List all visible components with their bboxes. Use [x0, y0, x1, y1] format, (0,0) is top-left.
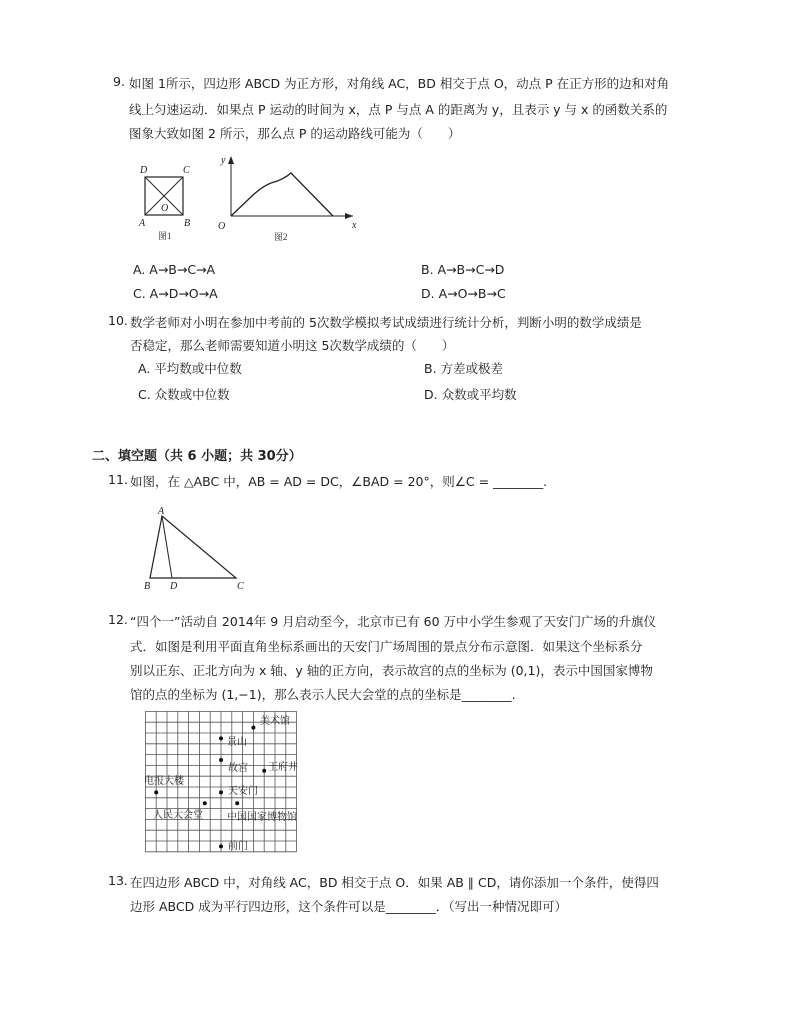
- question-number: 12.: [108, 612, 128, 627]
- figure-triangle: [140, 503, 255, 593]
- point-gugong: [219, 758, 223, 762]
- question-text-line: 如图，在 △ABC 中，AB = AD = DC，∠BAD = 20°，则∠C = ________.: [130, 474, 548, 489]
- option-c: C. 众数或中位数: [138, 387, 230, 402]
- label-b: B: [144, 581, 151, 592]
- question-text-line: 线上匀速运动．如果点 P 运动的时间为 x，点 P 与点 A 的距离为 y，且表示 y 与 x 的函数关系的: [129, 102, 668, 117]
- label-c: C: [237, 581, 244, 592]
- option-d: D. 众数或平均数: [424, 387, 517, 402]
- label-dianbao: 电报大楼: [144, 776, 184, 787]
- label-d: D: [170, 581, 178, 592]
- label-a: A: [139, 218, 146, 229]
- figure-1-square: [135, 158, 205, 243]
- label-renmin: 人民大会堂: [153, 810, 203, 821]
- question-text-line: 馆的点的坐标为 (1,−1)，那么表示人民大会堂的点的坐标是________.: [130, 687, 516, 702]
- label-b: B: [184, 218, 191, 229]
- landmark-map-grid: [140, 706, 310, 856]
- axis-y-label: y: [221, 155, 226, 166]
- question-number: 11.: [108, 472, 128, 487]
- label-qianmen: 前门: [228, 841, 248, 852]
- label-tiananmen: 天安门: [228, 786, 258, 797]
- option-a: A. A→B→C→A: [133, 262, 216, 277]
- point-dianbao: [154, 790, 158, 794]
- option-a: A. 平均数或中位数: [138, 361, 242, 376]
- label-c: C: [183, 165, 190, 176]
- point-bowuguan: [235, 801, 239, 805]
- figure-caption: 图1: [158, 231, 172, 241]
- point-tiananmen: [219, 790, 223, 794]
- label-o: O: [161, 203, 169, 214]
- point-jingshan: [219, 736, 223, 740]
- label-bowuguan: 中国国家博物馆: [227, 812, 297, 823]
- question-text-line: 否稳定，那么老师需要知道小明这 5次数学成绩的（ ）: [130, 338, 455, 353]
- question-number: 13.: [108, 873, 128, 888]
- question-number: 9.: [113, 74, 125, 89]
- question-text-line: 图象大致如图 2 所示，那么点 P 的运动路线可能为（ ）: [129, 126, 461, 141]
- point-meishuguan: [251, 726, 255, 730]
- label-wangfujing: 王府井: [268, 762, 298, 773]
- section-title: 二、填空题（共 6 小题；共 30分）: [92, 449, 302, 464]
- option-d: D. A→O→B→C: [421, 286, 506, 301]
- question-text-line: “四个一”活动自 2014年 9 月启动至今，北京市已有 60 万中小学生参观了天安门广场的升旗仪: [130, 614, 656, 629]
- point-renmin: [203, 801, 207, 805]
- question-text-line: 别以正东、正北方向为 x 轴、y 轴的正方向，表示故宫的点的坐标为 (0,1)，表示中国国家博物: [130, 663, 653, 678]
- question-text-line: 如图 1所示，四边形 ABCD 为正方形，对角线 AC，BD 相交于点 O，动点 P 在正方形的边和对角: [129, 76, 670, 91]
- figure-caption: 图2: [274, 232, 288, 242]
- label-meishuguan: 美术馆: [260, 716, 290, 727]
- question-text-line: 数学老师对小明在参加中考前的 5次数学模拟考试成绩进行统计分析，判断小明的数学成绩是: [130, 315, 642, 330]
- label-d: D: [140, 165, 148, 176]
- label-gugong: 故宫: [228, 763, 248, 774]
- option-c: C. A→D→O→A: [133, 286, 218, 301]
- question-text-line: 边形 ABCD 成为平行四边形，这个条件可以是________．（写出一种情况即可）: [130, 899, 567, 914]
- question-number: 10.: [108, 313, 128, 328]
- option-b: B. A→B→C→D: [421, 262, 505, 277]
- point-qianmen: [219, 844, 223, 848]
- point-wangfujing: [262, 769, 266, 773]
- axis-x-label: x: [352, 220, 357, 231]
- label-jingshan: 景山: [227, 737, 247, 748]
- origin-label: O: [218, 221, 226, 232]
- label-a: A: [158, 506, 165, 517]
- question-text-line: 式．如图是利用平面直角坐标系画出的天安门广场周围的景点分布示意图．如果这个坐标系分: [130, 639, 643, 654]
- option-b: B. 方差或极差: [424, 361, 504, 376]
- question-text-line: 在四边形 ABCD 中，对角线 AC，BD 相交于点 O．如果 AB ∥ CD，请你添加一个条件，使得四: [130, 875, 659, 890]
- figure-2-graph: [213, 152, 363, 244]
